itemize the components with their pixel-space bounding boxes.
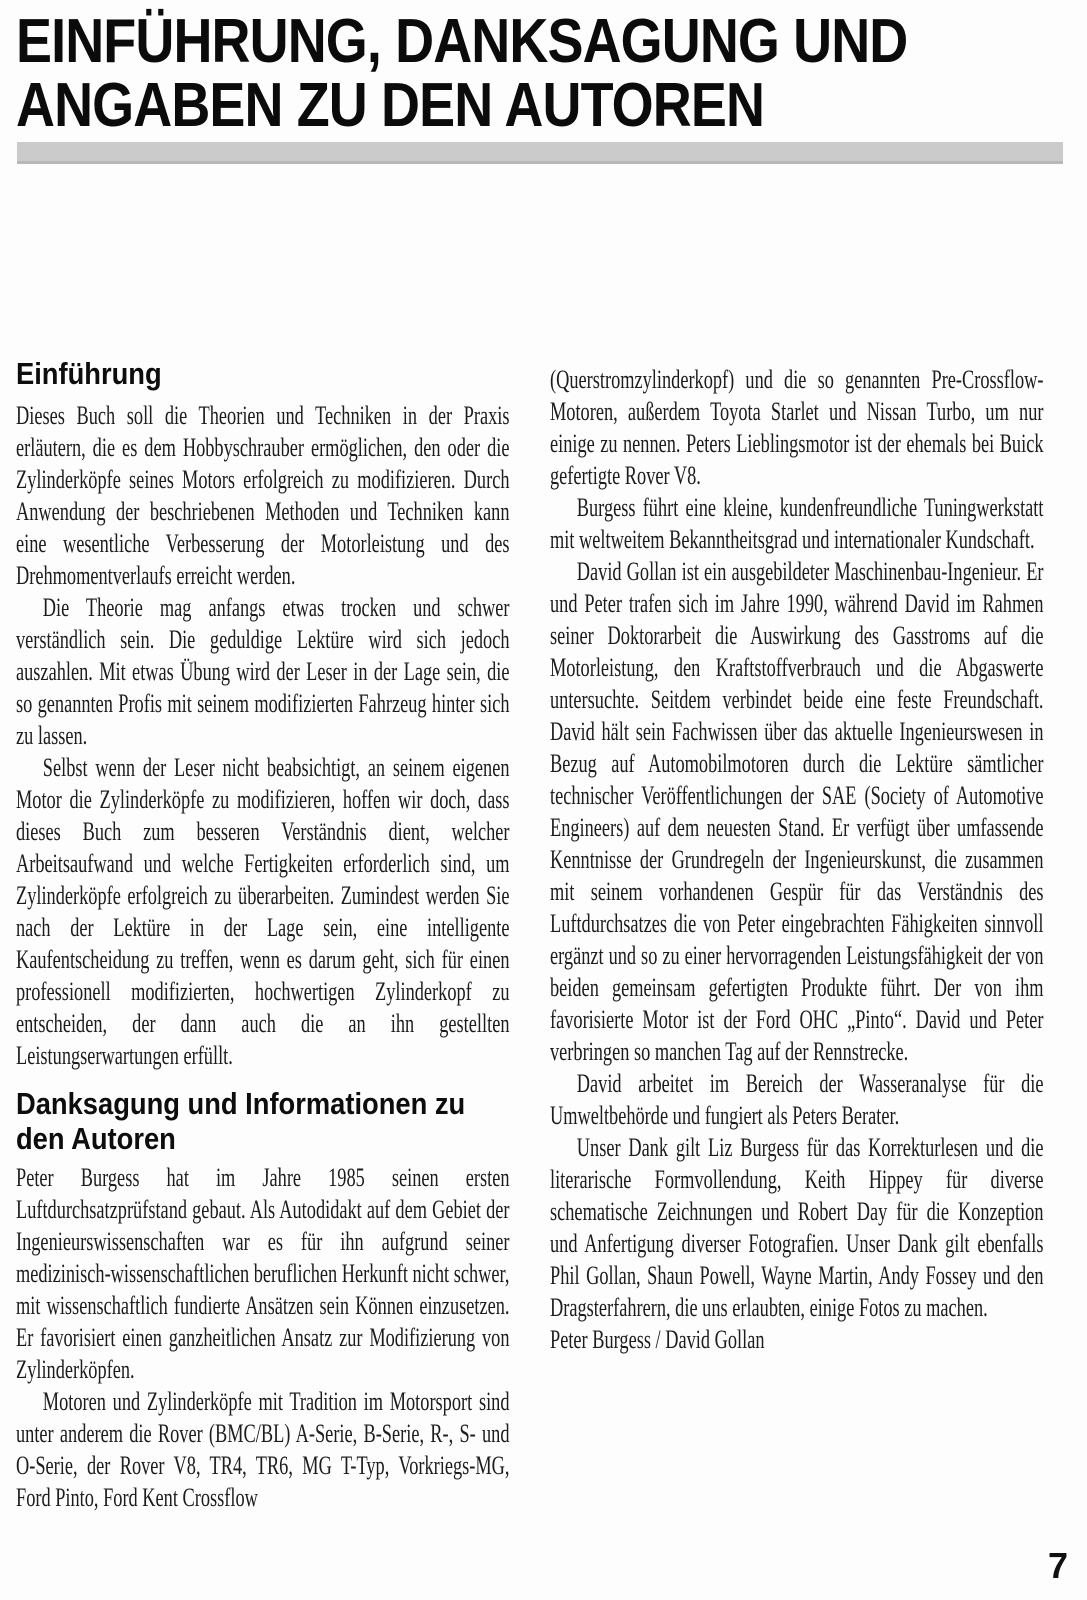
authors-heading-line-1: Danksagung und Informationen zu — [16, 1086, 466, 1121]
page-title-line-2: ANGABEN ZU DEN AUTOREN — [16, 71, 765, 140]
intro-paragraph-3: Selbst wenn der Leser nicht beabsichtigt, an seinem eigenen Motor die Zylinderköpfe zu modifizieren, hoffen wir doch, dass dieses Buch zum besseren Verständnis dient, welcher Arbeitsaufwand und welche Fertigkeiten erforderlich sind, um Zylinderköpfe erfolgreich zu überarbeiten. Zumindest werden Sie nach der Lektüre in der Lage sein, eine intelligente Kaufentscheidung zu treffen, wenn es darum geht, sich für einen professionell modifizierten, hochwertigen Zylinderkopf zu entscheiden, der dann auch die an ihn gestellten Leistungserwartungen erfüllt. — [16, 753, 510, 1070]
intro-paragraph-1: Dieses Buch soll die Theorien und Techniken in der Praxis erläutern, die es dem Hobbyschrauber ermöglichen, den oder die Zylinderköpfe seines Motors erfolgreich zu modifizieren. Durch Anwendung der beschriebenen Methoden und Techniken kann eine wesentliche Verbesserung der Motorleistung und des Drehmomentverlaufs erreicht werden. — [16, 401, 510, 590]
title-divider-bar — [17, 142, 1063, 164]
page-number: 7 — [1047, 1545, 1068, 1586]
page-title — [16, 7, 908, 140]
left-column — [16, 356, 510, 1514]
authors-heading-line-2: den Autoren — [16, 1121, 176, 1156]
page-title-line-1: EINFÜHRUNG, DANKSAGUNG UND — [16, 7, 908, 76]
authors-paragraph-3: (Querstromzylinderkopf) und die so genannten Pre-Crossflow-Motoren, außerdem Toyota Starlet und Nissan Turbo, um nur einige zu nennen. Peters Lieblingsmotor ist der ehemals bei Buick gefertigte Rover V8. — [550, 365, 1044, 490]
authors-paragraph-5: David Gollan ist ein ausgebildeter Maschinenbau-Ingenieur. Er und Peter trafen sich im Jahre 1990, während David im Rahmen seiner Doktorarbeit die Auswirkung des Gasstroms auf die Motorleistung, den Kraftstoffverbrauch und die Abgaswerte untersuchte. Seitdem verbindet beide eine feste Freundschaft. David hält sein Fachwissen über das aktuelle Ingenieurswesen in Bezug auf Automobilmotoren durch die Lektüre sämtlicher technischer Veröffentlichungen der SAE (Society of Automotive Engineers) auf dem neuesten Stand. Er verfügt über umfassende Kenntnisse der Grundregeln der Ingenieurskunst, die zusammen mit seinem vorhandenen Gespür für das Verständnis des Luftdurchsatzes die von Peter eingebrachten Fähigkeiten sinnvoll ergänzt und so zu einer hervorragenden Leistungsfähigkeit der von beiden gemeinsam gefertigten Produkte führt. Der von ihm favorisierte Motor ist der Ford OHC „Pinto“. David und Peter verbringen so manchen Tag auf der Rennstrecke. — [550, 557, 1044, 1066]
right-column — [550, 364, 1044, 1356]
authors-paragraph-1: Peter Burgess hat im Jahre 1985 seinen ersten Luftdurchsatzprüfstand gebaut. Als Autodidakt auf dem Gebiet der Ingenieurswissenschaften war es für ihn aufgrund seiner medizinisch-wissenschaftlichen beruflichen Herkunft nicht schwer, mit wissenschaftlich fundierte Ansätzen sein Können einzusetzen. Er favorisiert einen ganzheitlichen Ansatz zur Modifizierung von Zylinderköpfen. — [16, 1163, 510, 1384]
authors-paragraph-6: David arbeitet im Bereich der Wasseranalyse für die Umweltbehörde und fungiert als Peters Berater. — [550, 1069, 1044, 1130]
authors-paragraph-4: Burgess führt eine kleine, kundenfreundliche Tuningwerkstatt mit weltweitem Bekanntheitsgrad und internationaler Kundschaft. — [550, 493, 1044, 554]
authors-signature: Peter Burgess / David Gollan — [550, 1325, 765, 1354]
authors-heading — [16, 1086, 633, 1156]
intro-paragraph-2: Die Theorie mag anfangs etwas trocken und schwer verständlich sein. Die geduldige Lektüre wird sich jedoch auszahlen. Mit etwas Übung wird der Leser in der Lage sein, die so genannten Profis mit seinem modifizierten Fahrzeug hinter sich zu lassen. — [16, 593, 510, 750]
intro-heading: Einführung — [16, 356, 162, 391]
authors-paragraph-7: Unser Dank gilt Liz Burgess für das Korrekturlesen und die literarische Formvollendung, Keith Hippey für diverse schematische Zeichnungen und Robert Day für die Konzeption und Anfertigung diverser Fotografien. Unser Dank gilt ebenfalls Phil Gollan, Shaun Powell, Wayne Martin, Andy Fossey und den Dragsterfahrern, die uns erlaubten, einige Fotos zu machen. — [550, 1133, 1044, 1322]
authors-paragraph-2: Motoren und Zylinderköpfe mit Tradition im Motorsport sind unter anderem die Rover (BMC/BL) A-Serie, B-Serie, R-, S- und O-Serie, der Rover V8, TR4, TR6, MG T-Typ, Vorkriegs-MG, Ford Pinto, Ford Kent Crossflow — [16, 1387, 510, 1512]
